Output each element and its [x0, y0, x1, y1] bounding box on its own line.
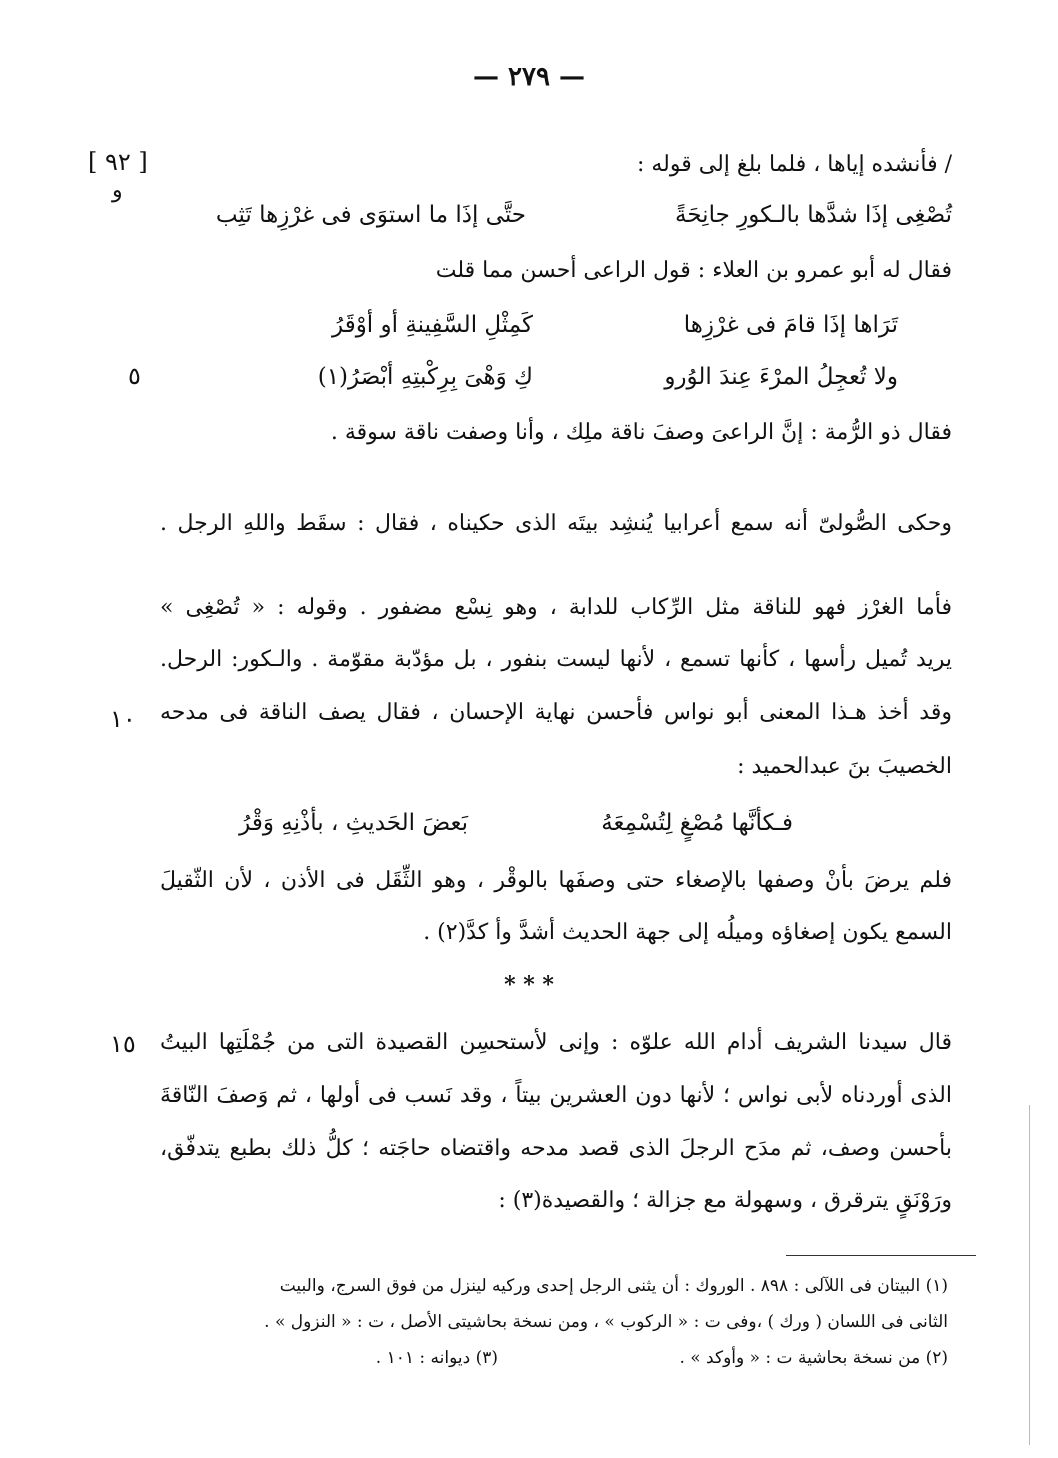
- text-line-6: يريد تُميل رأسها ، كأنها تسمع ، لأنها ليست بنفور ، بل مؤدّبة مقوّمة . والـكور: الرحل.: [160, 647, 952, 672]
- text-line-8: الخصيبَ بنَ عبدالحميد :: [737, 754, 952, 779]
- footnote-3: (٣) ديوانه : ١٠١ .: [375, 1348, 498, 1368]
- margin-side-marker: و: [112, 178, 123, 203]
- text-line-10: السمع يكون إصغاؤه وميلُه إلى جهة الحديث أشدَّ وأ كدَّ(٢) .: [423, 920, 952, 945]
- line-number-15: ١٥: [110, 1030, 136, 1058]
- footnote-1-line-2: الثانى فى اللسان ( ورك ) ،وفى ت : « الركوب » ، ومن نسخة بحاشيتى الأصل ، ت : « النزول » .: [264, 1312, 948, 1332]
- text-line-11: قال سيدنا الشريف أدام الله علوّه : وإنى لأستحسِن القصيدة التى من جُمْلَتِها البيتُ: [160, 1030, 952, 1055]
- verse-1-first-hemistich: تُصْغِى إذَا شدَّها بالـكورِ جانِحَةً: [674, 202, 952, 228]
- text-line-9: فلم يرضَ بأنْ وصفها بالإصغاء حتى وصفَها بالوقْر ، وهو الثِّقَل فى الأذن ، لأن الثّقيلَ: [160, 868, 952, 893]
- text-line-4: وحكى الصُّولىّ أنه سمع أعرابيا يُنشِد بيتَه الذى حكيناه ، فقال : سقَط واللهِ الرجل .: [160, 511, 952, 536]
- text-line-3: فقال ذو الرُّمة : إنَّ الراعىَ وصفَ ناقة ملِك ، وأنا وصفت ناقة سوقة .: [330, 420, 952, 445]
- section-separator: * * *: [504, 972, 554, 998]
- page-number: — ٢٧٩ —: [472, 62, 586, 92]
- text-line-5: فأما الغرْز فهو للناقة مثل الرِّكاب للدابة ، وهو نِسْع مضفور . وقوله : « تُصْغِى »: [160, 595, 952, 620]
- footnote-1-line-1: (١) البيتان فى اللآلى : ٨٩٨ . الوروك : أن يثنى الرجل إحدى وركيه لينزل من فوق السرج، والبيت: [279, 1276, 948, 1296]
- verse-4-first-hemistich: فـكأنَّها مُصْغٍ لِتُسْمِعَهُ: [601, 810, 793, 836]
- text-line-2: فقال له أبو عمرو بن العلاء : قول الراعى أحسن مما قلت: [435, 258, 952, 283]
- line-number-10: ١٠: [110, 705, 136, 733]
- verse-1-second-hemistich: حتَّى إذَا ما استوَى فى غرْزِها تَثِب: [215, 202, 526, 228]
- verse-4-second-hemistich: بَعضَ الحَديثِ ، بأذْنِهِ وَقْرُ: [239, 810, 468, 836]
- text-line-14: ورَوْنَقٍ يترقرق ، وسهولة مع جزالة ؛ والقصيدة(٣) :: [498, 1188, 952, 1213]
- verse-3-first-hemistich: ولا تُعجِلُ المرْءَ عِندَ الوُرو: [664, 364, 898, 390]
- page-edge-line: [1029, 1105, 1030, 1445]
- verse-2-second-hemistich: كَمِثْلِ السَّفِينةِ أو أوْقَرُ: [332, 312, 533, 338]
- verse-2-first-hemistich: تَرَاها إذَا قامَ فى غرْزِها: [683, 312, 898, 338]
- text-line-7: وقد أخذ هـذا المعنى أبو نواس فأحسن نهاية الإحسان ، فقال يصف الناقة فى مدحه: [160, 700, 952, 725]
- text-line-13: بأحسن وصف، ثم مدَح الرجلَ الذى قصد مدحه واقتضاه حاجَته ؛ كلُّ ذلك بطبع يتدفّق،: [160, 1136, 952, 1161]
- footnote-rule: [786, 1255, 976, 1256]
- verse-3-second-hemistich: كِ وَهْىَ بِرِكْبتِهِ أبْصَرُ(١): [317, 364, 533, 390]
- text-line-12: الذى أوردناه لأبى نواس ؛ لأنها دون العشرين بيتاً ، وقد نَسب فى أولها ، ثم وَصفَ النّاقةَ: [160, 1083, 952, 1108]
- footnote-2: (٢) من نسخة بحاشية ت : « وأوكد » .: [679, 1348, 948, 1368]
- line-number-5: ٥: [128, 362, 141, 390]
- text-line-1: / فأنشده إياها ، فلما بلغ إلى قوله :: [636, 152, 952, 177]
- margin-page-ref: [ ٩٢ ]: [88, 148, 148, 176]
